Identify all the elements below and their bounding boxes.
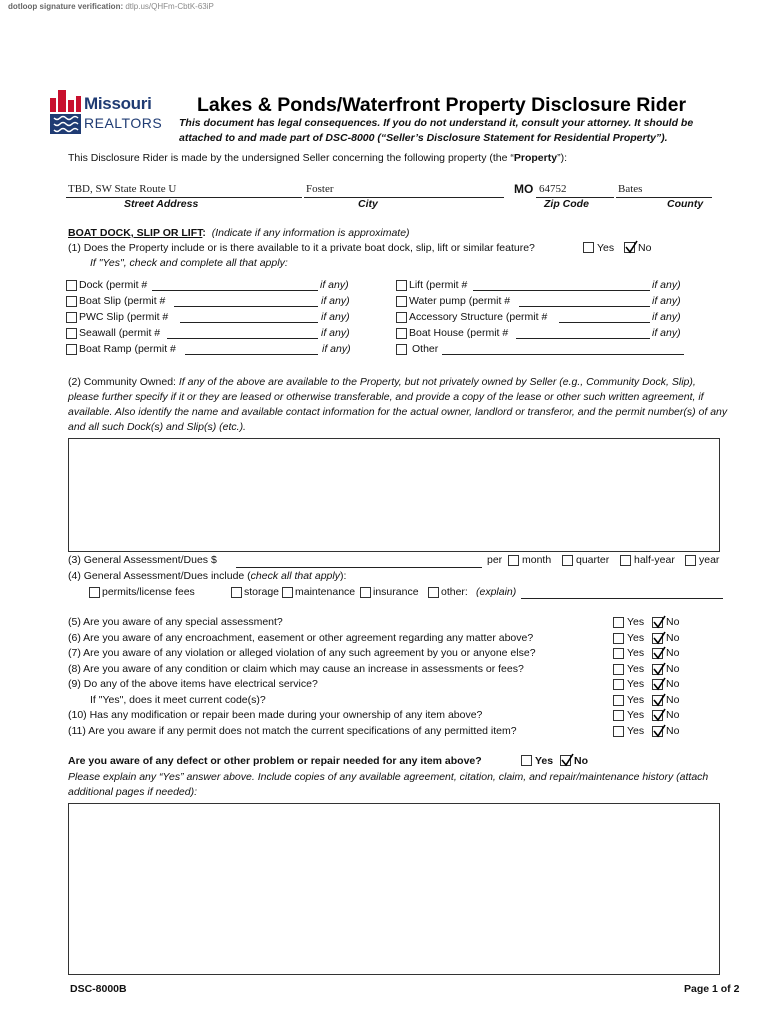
- yes-label: Yes: [627, 662, 645, 675]
- question-yes-checkbox[interactable]: [613, 648, 624, 659]
- defect-no-checkbox[interactable]: [560, 755, 571, 766]
- defect-explain-textbox[interactable]: [68, 803, 720, 975]
- checkmark-icon: [624, 240, 638, 254]
- logo-text-realtors: REALTORS: [84, 115, 163, 131]
- no-label: No: [666, 616, 680, 628]
- city-label: City: [358, 198, 378, 210]
- boat-left-item-label: Boat Slip (permit #: [79, 295, 166, 307]
- q1-yes-checkbox[interactable]: [583, 242, 594, 253]
- verification-link[interactable]: dtlp.us/QHFm-CbtK-63iP: [125, 2, 214, 11]
- question-yes-checkbox[interactable]: [613, 617, 624, 628]
- question-4: (4) General Assessment/Dues include (check all that apply):: [68, 570, 347, 582]
- permit-line[interactable]: [185, 354, 318, 355]
- defect-explain-text: Please explain any “Yes” answer above. Include copies of any available agreement, citation, claim, and repair/maintenance history (attach additional pages if needed):: [68, 771, 709, 798]
- yes-label: Yes: [627, 631, 645, 644]
- question-yes-checkbox[interactable]: [613, 710, 624, 721]
- period-label: year: [699, 554, 720, 566]
- no-label: No: [666, 693, 680, 706]
- question-text: If "Yes", does it meet current code(s)?: [90, 693, 266, 706]
- boat-right-checkbox[interactable]: [396, 344, 407, 355]
- question-no-checkbox[interactable]: [652, 664, 663, 675]
- community-owned-textbox[interactable]: [68, 438, 720, 552]
- q1-note: If "Yes", check and complete all that apply:: [90, 257, 288, 269]
- state-value: MO: [514, 182, 534, 196]
- checkmark-icon: [652, 646, 666, 660]
- boat-right-item-label: Accessory Structure (permit #: [409, 311, 548, 323]
- boat-left-item-suffix: if any): [320, 279, 349, 291]
- question-yes-checkbox[interactable]: [613, 633, 624, 644]
- permit-line[interactable]: [167, 338, 318, 339]
- question-3: (3) General Assessment/Dues $: [68, 554, 217, 566]
- document-title: Lakes & Ponds/Waterfront Property Disclosure Rider: [197, 94, 687, 116]
- county-label: County: [667, 198, 704, 210]
- zip-value[interactable]: 64752: [539, 183, 567, 195]
- boat-right-item-suffix: if any): [652, 295, 681, 307]
- q1-yes-label: Yes: [597, 242, 615, 254]
- boat-right-item-suffix: if any): [652, 311, 681, 323]
- defect-no-label: No: [574, 755, 588, 767]
- boat-right-item-label: Boat House (permit #: [409, 327, 509, 339]
- no-label: No: [666, 709, 680, 721]
- checkmark-icon: [652, 724, 666, 738]
- q1-no-checkbox[interactable]: [624, 242, 635, 253]
- intro-text: This Disclosure Rider is made by the undersigned Seller concerning the following property (the “Property”):: [68, 152, 567, 164]
- include-label: maintenance: [295, 586, 356, 598]
- boat-left-item-label: Boat Ramp (permit #: [79, 343, 176, 355]
- question-text: (9) Do any of the above items have electrical service?: [68, 678, 318, 690]
- include-label: insurance: [373, 586, 419, 598]
- boat-left-item-suffix: if any): [321, 295, 350, 307]
- question-text: (6) Are you aware of any encroachment, easement or other agreement regarding any matter above?: [68, 631, 534, 644]
- include-label: storage: [244, 586, 280, 598]
- permit-line[interactable]: [442, 354, 684, 355]
- include-checkbox[interactable]: [428, 587, 439, 598]
- question-1: (1) Does the Property include or is there available to it a private boat dock, slip, lift or similar feature?: [68, 242, 535, 254]
- question-text: (7) Are you aware of any violation or alleged violation of any such agreement by you or anyone else?: [68, 647, 536, 659]
- street-address-value[interactable]: TBD, SW State Route U: [68, 183, 177, 195]
- no-label: No: [666, 631, 680, 644]
- boat-left-checkbox[interactable]: [66, 312, 77, 323]
- explain-label: (explain): [476, 586, 517, 598]
- no-label: No: [666, 647, 680, 659]
- permit-line[interactable]: [473, 290, 650, 291]
- permit-line[interactable]: [180, 322, 318, 323]
- yes-label: Yes: [627, 693, 645, 706]
- include-label: other:: [441, 586, 468, 598]
- boat-right-item-label: Lift (permit #: [409, 279, 468, 291]
- document-subtitle: This document has legal consequences. If you do not understand it, consult your attorney. It should be attached to and made part of DSC-8000 (“Seller’s Disclosure Statement for Residential Property”).: [179, 117, 694, 144]
- period-checkbox-quarter[interactable]: [562, 555, 573, 566]
- yes-label: Yes: [627, 647, 645, 659]
- boat-right-item-label: Water pump (permit #: [409, 295, 511, 307]
- question-text: (11) Are you aware if any permit does not match the current specifications of any permitted item?: [68, 724, 517, 737]
- permit-line[interactable]: [152, 290, 318, 291]
- permit-line[interactable]: [516, 338, 650, 339]
- logo-text-missouri: Missouri: [84, 94, 152, 113]
- question-yes-checkbox[interactable]: [613, 664, 624, 675]
- checkmark-icon: [652, 693, 666, 707]
- boat-right-checkbox[interactable]: [396, 296, 407, 307]
- boat-left-item-label: PWC Slip (permit #: [79, 311, 169, 323]
- defect-yes-label: Yes: [535, 755, 554, 767]
- city-value[interactable]: Foster: [306, 183, 334, 195]
- boat-left-item-label: Dock (permit #: [79, 279, 148, 291]
- defect-question: Are you aware of any defect or other problem or repair needed for any item above?: [68, 755, 482, 767]
- boat-left-checkbox[interactable]: [66, 280, 77, 291]
- boat-left-item-suffix: if any): [321, 311, 350, 323]
- period-checkbox-half-year[interactable]: [620, 555, 631, 566]
- period-checkbox-year[interactable]: [685, 555, 696, 566]
- boat-right-checkbox[interactable]: [396, 312, 407, 323]
- yes-label: Yes: [627, 616, 645, 628]
- permit-line[interactable]: [559, 322, 650, 323]
- question-text: (8) Are you aware of any condition or claim which may cause an increase in assessments or fees?: [68, 662, 524, 675]
- question-yes-checkbox[interactable]: [613, 726, 624, 737]
- missouri-realtors-logo-icon: [50, 88, 82, 136]
- page-number: Page 1 of 2: [684, 983, 740, 995]
- boat-left-checkbox[interactable]: [66, 328, 77, 339]
- permit-line[interactable]: [174, 306, 318, 307]
- question-text: (5) Are you aware of any special assessment?: [68, 616, 283, 628]
- include-checkbox[interactable]: [360, 587, 371, 598]
- boat-right-checkbox[interactable]: [396, 280, 407, 291]
- county-value[interactable]: Bates: [618, 183, 643, 195]
- dotloop-verification: dotloop signature verification: dtlp.us/QHFm-CbtK-63iP: [8, 2, 214, 11]
- zip-label: Zip Code: [544, 198, 589, 210]
- street-address-label: Street Address: [124, 198, 199, 210]
- checkmark-icon: [652, 615, 666, 629]
- question-no-checkbox[interactable]: [652, 617, 663, 628]
- question-yes-checkbox[interactable]: [613, 695, 624, 706]
- question-no-checkbox[interactable]: [652, 633, 663, 644]
- boat-section-heading: BOAT DOCK, SLIP OR LIFT: (Indicate if any information is approximate): [68, 227, 410, 239]
- question-no-checkbox[interactable]: [652, 679, 663, 690]
- question-no-checkbox[interactable]: [652, 726, 663, 737]
- boat-right-checkbox[interactable]: [396, 328, 407, 339]
- checkmark-icon: [560, 753, 574, 767]
- checkmark-icon: [652, 708, 666, 722]
- include-checkbox[interactable]: [89, 587, 100, 598]
- question-no-checkbox[interactable]: [652, 710, 663, 721]
- include-checkbox[interactable]: [282, 587, 293, 598]
- period-checkbox-month[interactable]: [508, 555, 519, 566]
- form-id: DSC-8000B: [70, 983, 127, 995]
- question-text: (10) Has any modification or repair been made during your ownership of any item above?: [68, 709, 483, 721]
- boat-left-checkbox[interactable]: [66, 296, 77, 307]
- question-yes-checkbox[interactable]: [613, 679, 624, 690]
- boat-right-item-suffix: if any): [652, 279, 681, 291]
- boat-left-checkbox[interactable]: [66, 344, 77, 355]
- per-label: per: [487, 554, 503, 566]
- include-label: permits/license fees: [102, 586, 195, 598]
- no-label: No: [666, 662, 680, 675]
- yes-label: Yes: [627, 709, 645, 721]
- checkmark-icon: [652, 677, 666, 691]
- permit-line[interactable]: [519, 306, 650, 307]
- q1-no-label: No: [638, 242, 652, 254]
- yes-label: Yes: [627, 678, 645, 690]
- community-owned-text: (2) Community Owned: If any of the above are available to the Property, but not privately owned by Seller (e.g., Community Dock, Slip), please further specify if it or they are leased or otherwise transferable, and provide a copy of the lease or other such written agreement, if available. Also identify the name and available contact information for the actual owner, landlord or transferor, and the permit number(s) of any and all such Dock(s) and Slip(s) (etc.).: [68, 376, 728, 433]
- no-label: No: [666, 678, 680, 690]
- period-label: quarter: [576, 554, 610, 566]
- yes-label: Yes: [627, 724, 645, 737]
- checkmark-icon: [652, 631, 666, 645]
- boat-right-item-label: Other: [412, 343, 439, 355]
- boat-left-item-suffix: if any): [321, 327, 350, 339]
- include-checkbox[interactable]: [231, 587, 242, 598]
- no-label: No: [666, 724, 680, 737]
- boat-left-item-label: Seawall (permit #: [79, 327, 161, 339]
- checkmark-icon: [652, 662, 666, 676]
- period-label: half-year: [634, 554, 675, 566]
- defect-yes-checkbox[interactable]: [521, 755, 532, 766]
- boat-right-item-suffix: if any): [652, 327, 681, 339]
- boat-left-item-suffix: if any): [322, 343, 351, 355]
- question-no-checkbox[interactable]: [652, 648, 663, 659]
- question-no-checkbox[interactable]: [652, 695, 663, 706]
- period-label: month: [522, 554, 552, 566]
